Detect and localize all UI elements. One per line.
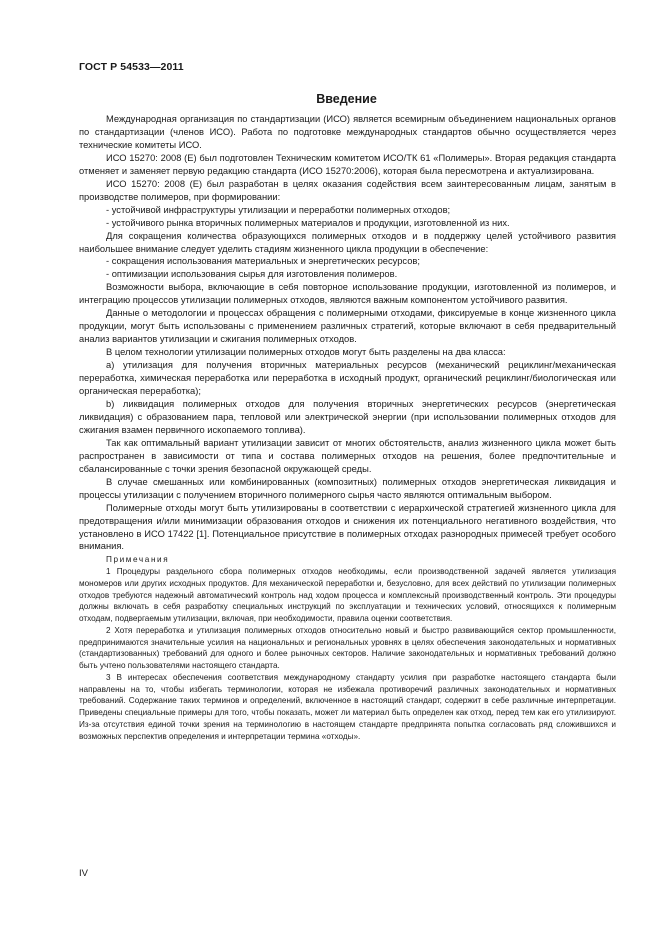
paragraph: Возможности выбора, включающие в себя повторное использование продукции, изготовленной из полимеров, и интеграцию процессов утилизации полимерных отходов, являются важным компонентом устойчивого развития. — [79, 282, 616, 306]
paragraph: Данные о методологии и процессах обращения с полимерными отходами, фиксируемые в конце жизненного цикла продукции, могут быть использованы с применением различных стратегий, которые включают в себя предварительный анализ вариантов утилизации и сжигания полимерных отходов. — [79, 308, 616, 345]
paragraph: ИСО 15270: 2008 (Е) был разработан в целях оказания содействия всем заинтересованным лицам, занятым в производстве полимеров, при формировании: — [79, 178, 616, 202]
page-title: Введение — [316, 92, 377, 106]
note-item: 2 Хотя переработка и утилизация полимерных отходов относительно новый и быстро развивающийся сектор промышленности, предпринимаются значительные усилия на национальных и региональных уровнях в целях обеспечения законодательных и нормативных (стандартизованных) требований для одного и более рыночных секторов. Наличие законодательных и нормативных требований должно быть учтено пользователями настоящего стандарта. — [79, 625, 616, 671]
paragraph: Полимерные отходы могут быть утилизированы в соответствии с иерархической стратегией жизненного цикла для предотвращения и/или минимизации образования отходов и снижения их потенциального негативного воздействия, что установлено в ИСО 17422 [1]. Потенциальное присутствие в полимерных отходах разнородных примесей требует особого внимания. — [79, 502, 616, 552]
document-body — [79, 113, 616, 742]
paragraph: В целом технологии утилизации полимерных отходов могут быть разделены на два класса: — [106, 347, 506, 358]
standard-header: ГОСТ Р 54533—2011 — [79, 61, 184, 73]
note-item: 3 В интересах обеспечения соответствия международному стандарту усилия при разработке настоящего стандарта были направлены на то, чтобы избегать терминологии, которая не избежала противоречий различных законодательных и нормативных требований. Содержание таких терминов и определений, включенное в настоящий стандарт, содержит в себе различные интерпретации. Приведены специальные примеры для того, чтобы показать, может ли материал быть определен как отход, перед тем как его утилизируют. Из-за отсутствия единой точки зрения на терминологию в настоящем стандарте предпринята попытка согласовать ряд сложившихся и возможных перспектив определения и интерпретации термина «отходы». — [79, 672, 616, 741]
paragraph: Так как оптимальный вариант утилизации зависит от многих обстоятельств, анализ жизненного цикла может быть распространен в зависимости от типа и состава полимерных отходов на решения, более предпочтительные и сбалансированные с точки зрения безопасной окружающей среды. — [79, 437, 616, 474]
paragraph: b) ликвидация полимерных отходов для получения вторичных энергетических ресурсов (энергетическая ликвидация) с образованием пара, тепловой или электрической энергии (при использовании полимерных отходов для сжигания взамен первичного ископаемого топлива). — [79, 398, 616, 435]
notes-title: Примечания — [106, 555, 170, 565]
paragraph: а) утилизация для получения вторичных материальных ресурсов (механический рециклинг/механическая переработка, химическая переработка или переработка в исходный продукт, органический рециклинг/биологическая или органическая переработка); — [79, 360, 616, 397]
list-item: - устойчивого рынка вторичных полимерных материалов и продукции, изготовленной из них. — [106, 217, 510, 228]
paragraph: В случае смешанных или комбинированных (композитных) полимерных отходов энергетическая ликвидация и процессы утилизации с получением вторичного полимерного сырья часто являются оптимальным выбором. — [79, 476, 616, 500]
notes-section — [79, 554, 616, 742]
paragraph: Международная организация по стандартизации (ИСО) является всемирным объединением национальных органов по стандартизации (членов ИСО). Работа по подготовке международных стандартов обычно осуществляется через технические комитеты ИСО. — [79, 114, 616, 150]
list-item: - оптимизации использования сырья для изготовления полимеров. — [106, 269, 398, 280]
page-number: IV — [79, 868, 88, 879]
note-item: 1 Процедуры раздельного сбора полимерных отходов необходимы, если производственной задачей является утилизация мономеров или других исходных продуктов. Для механической переработки и, безусловно, для всех действий по утилизации полимерных отходов требуются надежный автоматический контроль над ходом процесса и комплексный производственный контроль. Эти процедуры должны включать в себя разработку специальных инструкций по эксплуатации и технических условий, относящихся к полимерным отходам, подвергаемым утилизации, включая, при необходимости, правила оценки соответствия. — [79, 567, 616, 624]
list-item: - устойчивой инфраструктуры утилизации и переработки полимерных отходов; — [106, 204, 451, 215]
paragraph: Для сокращения количества образующихся полимерных отходов и в поддержку целей устойчивого развития наибольшее внимание следует уделить стадиям жизненного цикла продукции в обеспечение: — [79, 230, 616, 254]
list-item: - сокращения использования материальных и энергетических ресурсов; — [106, 256, 420, 267]
paragraph: ИСО 15270: 2008 (Е) был подготовлен Техническим комитетом ИСО/ТК 61 «Полимеры». Вторая редакция стандарта отменяет и заменяет первую редакцию стандарта (ИСО 15270:2006), которая была пересмотрена и актуализирована. — [79, 152, 616, 176]
